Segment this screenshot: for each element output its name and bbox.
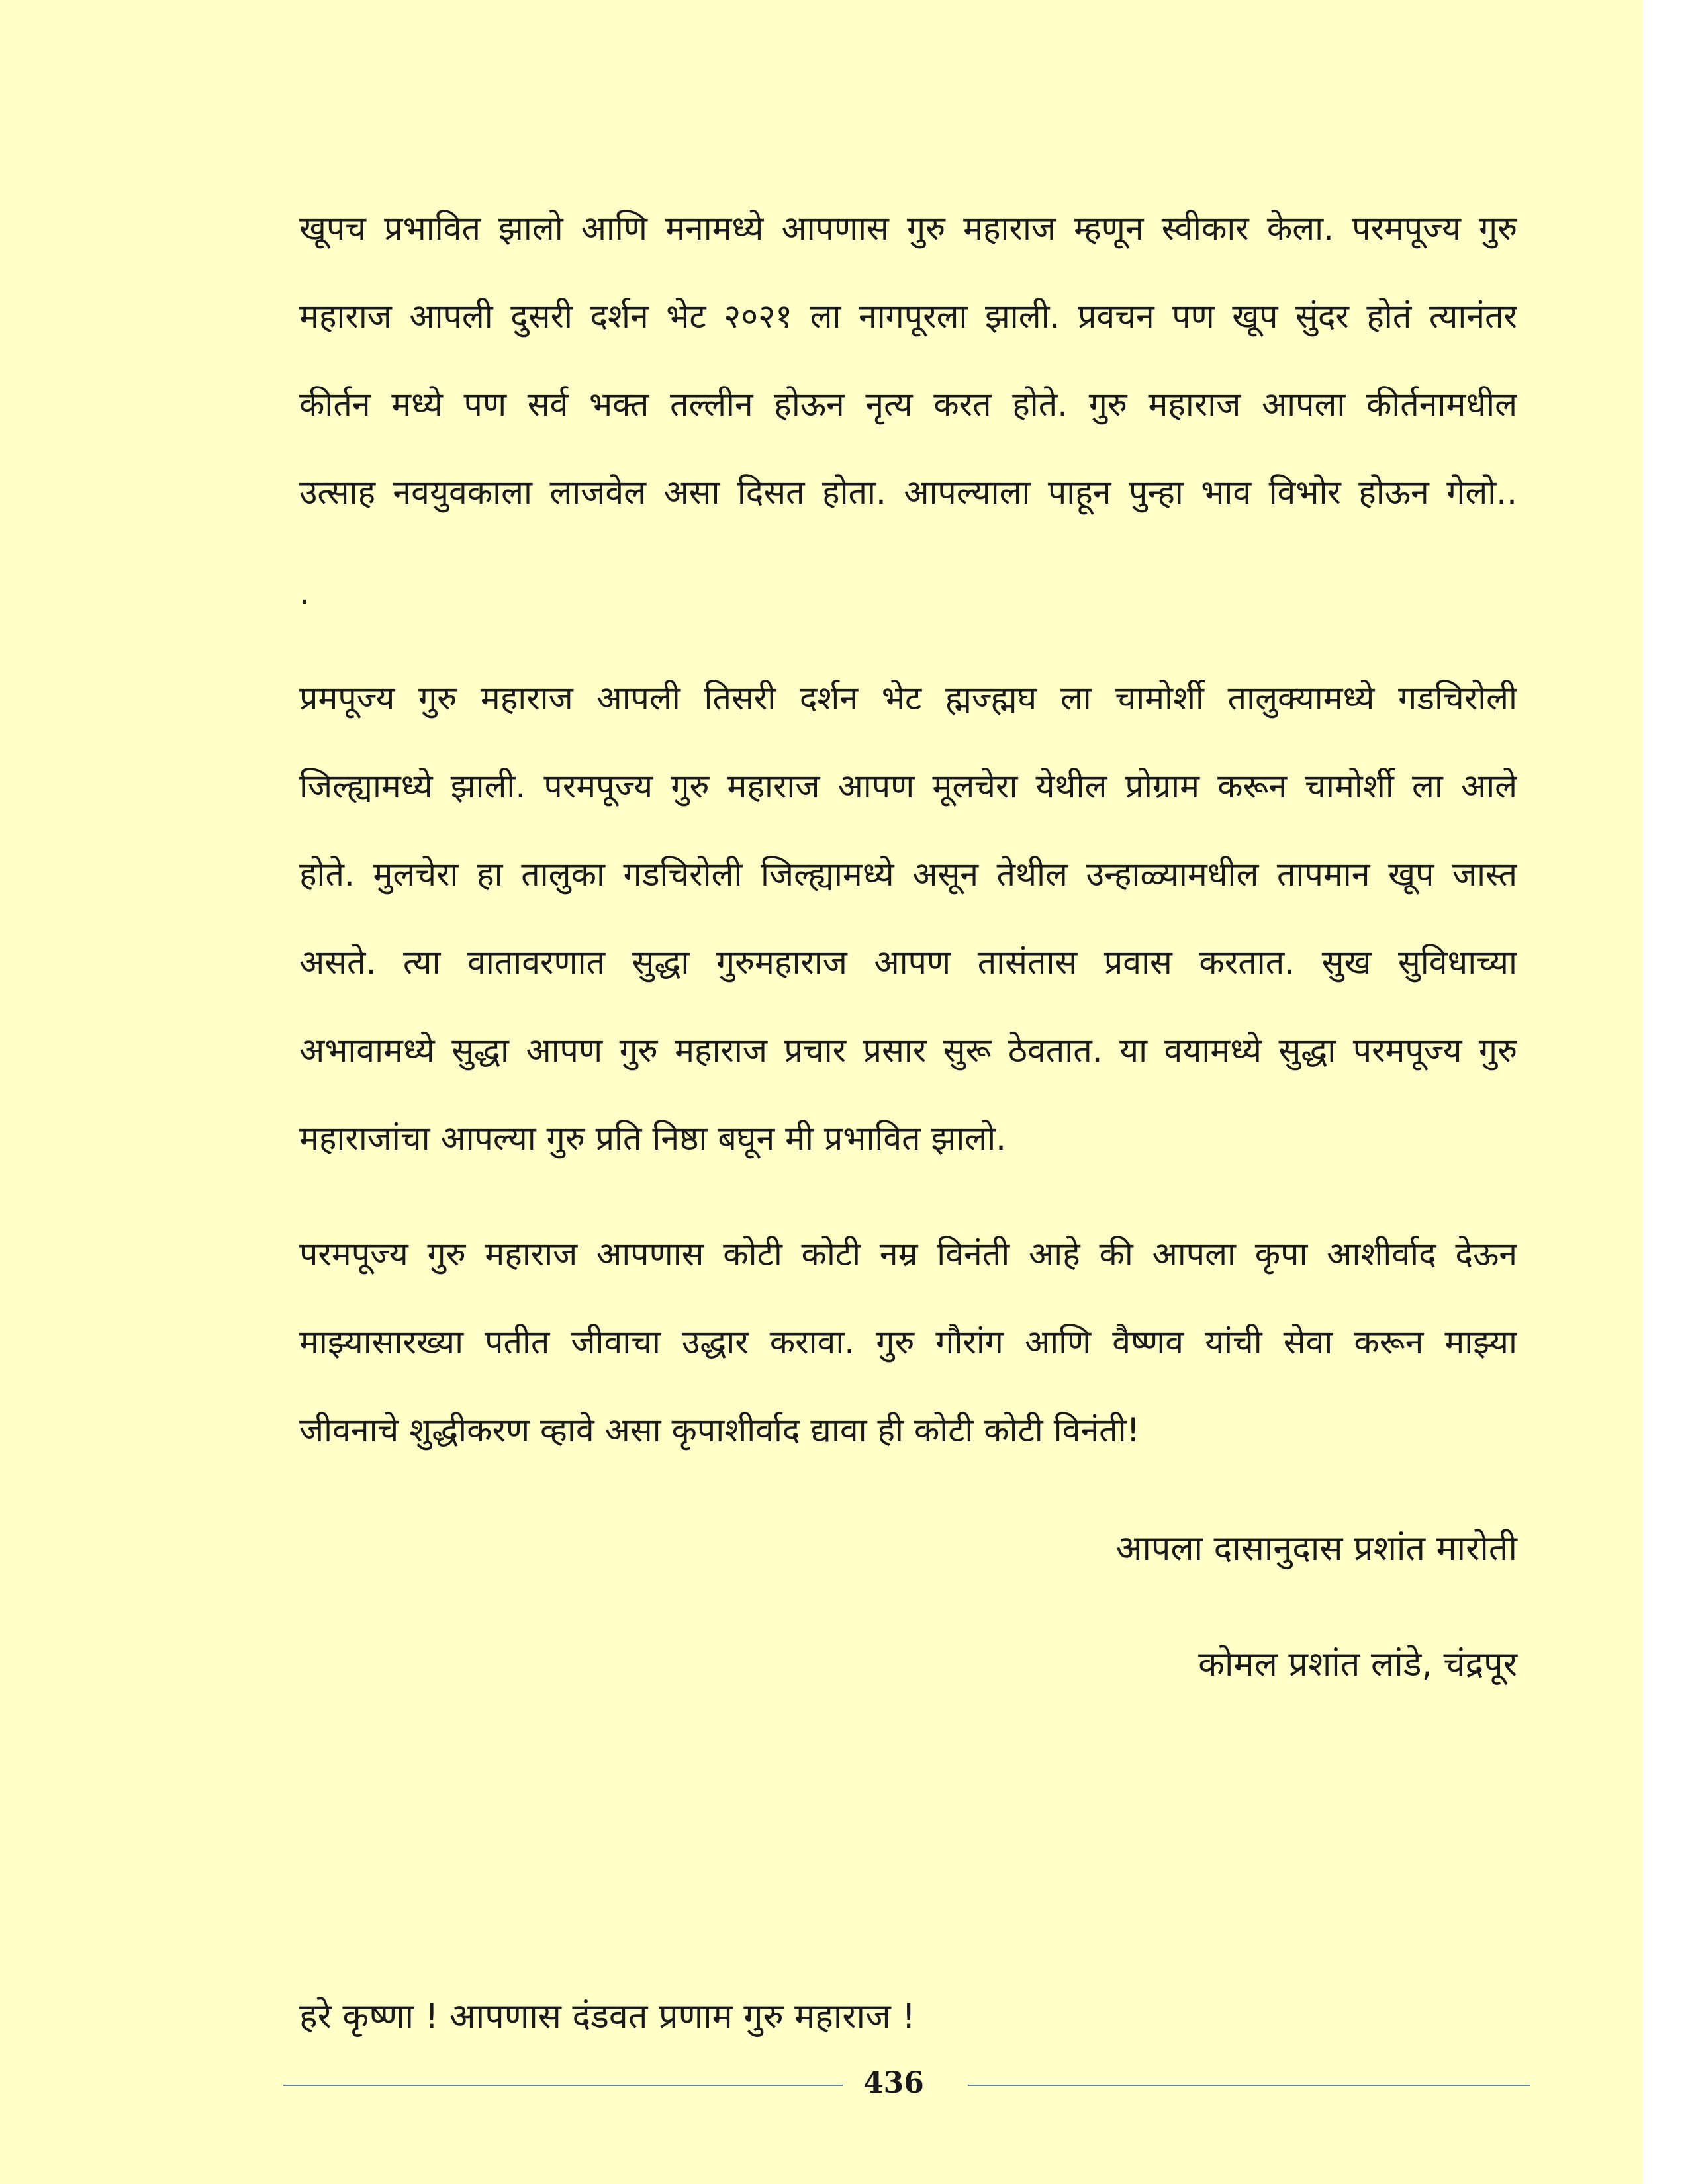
paragraph-2-line: अभावामध्ये सुद्धा आपण गुरु महाराज प्रचार प्रसार सुरू ठेवतात. या वयामध्ये सुद्धा परमपूज्य गुरु [299, 1031, 1517, 1069]
separator-dot: . [299, 573, 310, 612]
paragraph-2-line: असते. त्या वातावरणात सुद्धा गुरुमहाराज आपण तासंतास प्रवास करतात. सुख सुविधाच्या [299, 943, 1517, 981]
signature-place: कोमल प्रशांत लांडे, चंद्रपूर [1198, 1645, 1517, 1684]
paragraph-3-line: परमपूज्य गुरु महाराज आपणास कोटी कोटी नम्र विनंती आहे की आपला कृपा आशीर्वाद देऊन [299, 1235, 1517, 1273]
paragraph-3 [299, 1231, 1517, 1496]
closing-greeting: हरे कृष्णा ! आपणास दंडवत प्रणाम गुरु महाराज ! [299, 1997, 916, 2036]
paragraph-1 [299, 205, 1517, 512]
paragraph-3-line: जीवनाचे शुद्धीकरण व्हावे असा कृपाशीर्वाद द्यावा ही कोटी कोटी विनंती! [299, 1411, 1140, 1449]
paragraph-2-line: प्रमपूज्य गुरु महाराज आपली तिसरी दर्शन भेट ह्मज्ह्मघ ला चामोर्शी तालुक्यामध्ये गडचिरोली [299, 679, 1517, 717]
paragraph-2-line: महाराजांचा आपल्या गुरु प्रति निष्ठा बघून मी प्रभावित झालो. [299, 1119, 1007, 1158]
paragraph-2 [299, 675, 1517, 1158]
paragraph-1-line: कीर्तन मध्ये पण सर्व भक्त तल्लीन होऊन नृत्य करत होते. गुरु महाराज आपला कीर्तनामधील [299, 385, 1517, 424]
footer-rule-left [283, 2085, 843, 2086]
page-number: 436 [863, 2066, 924, 2100]
paragraph-1-line: महाराज आपली दुसरी दर्शन भेट २०२१ ला नागपूरला झाली. प्रवचन पण खूप सुंदर होतं त्यानंतर [299, 297, 1517, 336]
paragraph-1-line: उत्साह नवयुवकाला लाजवेल असा दिसत होता. आपल्याला पाहून पुन्हा भाव विभोर होऊन गेलो.. [299, 473, 1517, 512]
footer-rule-right [968, 2085, 1530, 2086]
paragraph-1-line: खूपच प्रभावित झालो आणि मनामध्ये आपणास गुरु महाराज म्हणून स्वीकार केला. परमपूज्य गुरु [299, 209, 1517, 248]
paragraph-3-line: माझ्यासारख्या पतीत जीवाचा उद्धार करावा. गुरु गौरांग आणि वैष्णव यांची सेवा करून माझ्या [299, 1323, 1517, 1361]
paragraph-2-line: होते. मुलचेरा हा तालुका गडचिरोली जिल्ह्यामध्ये असून तेथील उन्हाळ्यामधील तापमान खूप जास्त [299, 855, 1517, 893]
signature-name: आपला दासानुदास प्रशांत मारोती [1115, 1529, 1517, 1569]
paragraph-2-line: जिल्ह्यामध्ये झाली. परमपूज्य गुरु महाराज आपण मूलचेरा येथील प्रोग्राम करून चामोर्शी ला आले [299, 767, 1517, 805]
